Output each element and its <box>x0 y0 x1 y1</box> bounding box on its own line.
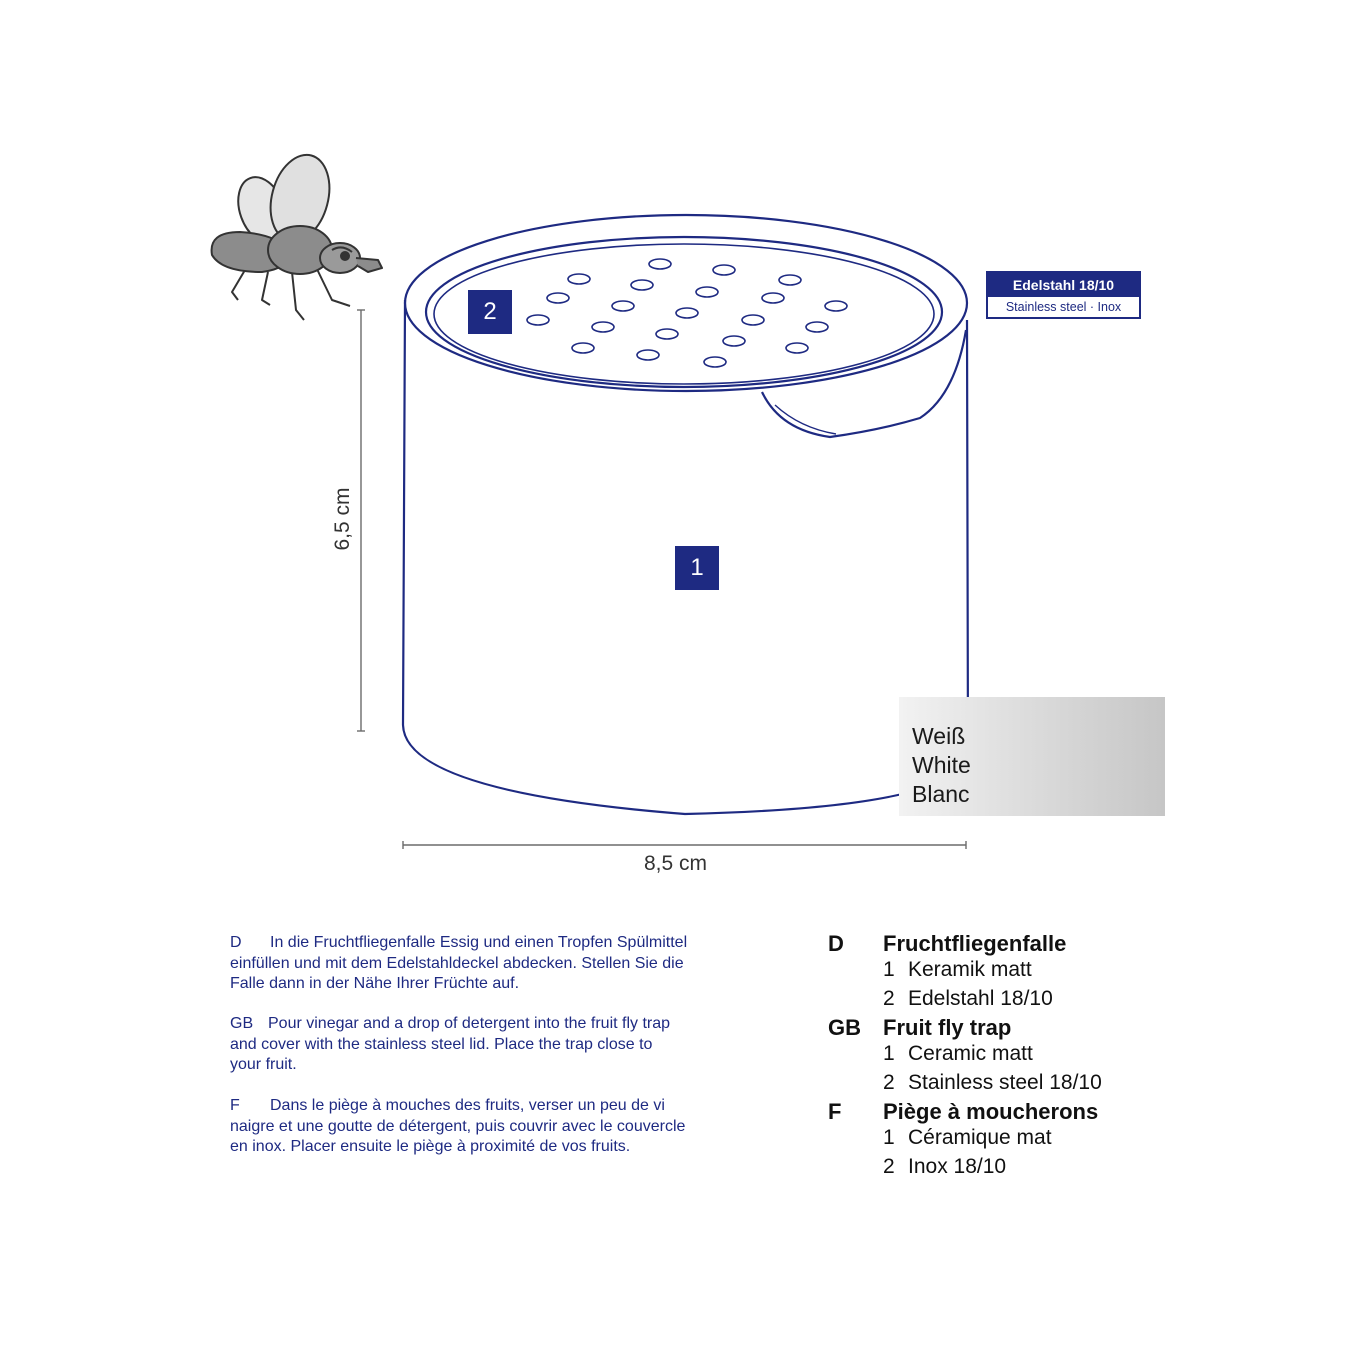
instruction-line: en inox. Placer ensuite le piège à proximité de vos fruits. <box>230 1138 631 1155</box>
legend-item <box>883 1071 1102 1095</box>
legend-title: Piège à moucherons <box>883 1099 1099 1124</box>
legend-item-label: Keramik matt <box>908 958 1032 981</box>
legend-title: Fruchtfliegenfalle <box>883 931 1067 956</box>
legend-item-number: 2 <box>883 1155 895 1178</box>
legend-item <box>883 1126 1052 1150</box>
legend-item <box>883 1042 1033 1066</box>
instruction-line: Dans le piège à mouches des fruits, verser un peu de vi <box>270 1097 665 1114</box>
color-name-en: White <box>912 752 971 778</box>
material-subtitle: Stainless steel · Inox <box>1005 300 1122 314</box>
instruction-code: D <box>230 934 242 951</box>
instruction-line: and cover with the stainless steel lid. Place the trap close to <box>230 1035 653 1053</box>
instruction-line: Falle dann in der Nähe Ihrer Früchte auf. <box>230 975 520 992</box>
instruction-code: F <box>230 1097 240 1114</box>
legend-item-label: Ceramic matt <box>908 1042 1033 1065</box>
instruction-fr <box>230 1096 790 1158</box>
width-dimension-label: 8,5 cm <box>644 852 708 875</box>
legend-item <box>883 1155 1006 1179</box>
color-swatch <box>899 697 1165 816</box>
lid-holes <box>527 259 847 367</box>
legend-code: GB <box>828 1015 861 1040</box>
instruction-line: einfüllen und mit dem Edelstahldeckel abdecken. Stellen Sie die <box>230 954 684 972</box>
legend-item-label: Inox 18/10 <box>908 1155 1007 1178</box>
color-name-de: Weiß <box>912 723 966 749</box>
instruction-line: Pour vinegar and a drop of detergent into the fruit fly trap <box>268 1015 671 1032</box>
legend-item <box>883 987 1053 1011</box>
legend-item-number: 1 <box>883 1126 895 1149</box>
height-dimension-label: 6,5 cm <box>331 487 354 551</box>
legend-item <box>883 958 1032 982</box>
legend-item-label: Edelstahl 18/10 <box>908 987 1053 1010</box>
legend-item-number: 2 <box>883 987 895 1010</box>
color-name-fr: Blanc <box>912 781 970 807</box>
instruction-line: In die Fruchtfliegenfalle Essig und einen Tropfen Spülmittel <box>270 934 688 951</box>
instruction-line: naigre et une goutte de détergent, puis couvrir avec le couvercle <box>230 1117 686 1135</box>
ceramic-part-badge: 1 <box>675 546 719 590</box>
legend-code: F <box>828 1099 842 1124</box>
legend-item-label: Stainless steel 18/10 <box>908 1071 1102 1094</box>
legend-item-label: Céramique mat <box>908 1126 1052 1149</box>
instruction-de <box>230 933 790 995</box>
instruction-code: GB <box>230 1015 254 1032</box>
fruit-fly-icon <box>212 148 382 320</box>
legend-item-number: 1 <box>883 958 895 981</box>
lid-part-badge: 2 <box>468 290 512 334</box>
instruction-line: your fruit. <box>230 1056 297 1073</box>
legend-item-number: 2 <box>883 1071 895 1094</box>
instruction-gb <box>230 1014 790 1076</box>
material-title: Edelstahl 18/10 <box>988 273 1139 297</box>
legend-item-number: 1 <box>883 1042 895 1065</box>
legend-code: D <box>828 931 844 956</box>
legend-title: Fruit fly trap <box>883 1015 1012 1040</box>
material-tag <box>986 271 1141 319</box>
